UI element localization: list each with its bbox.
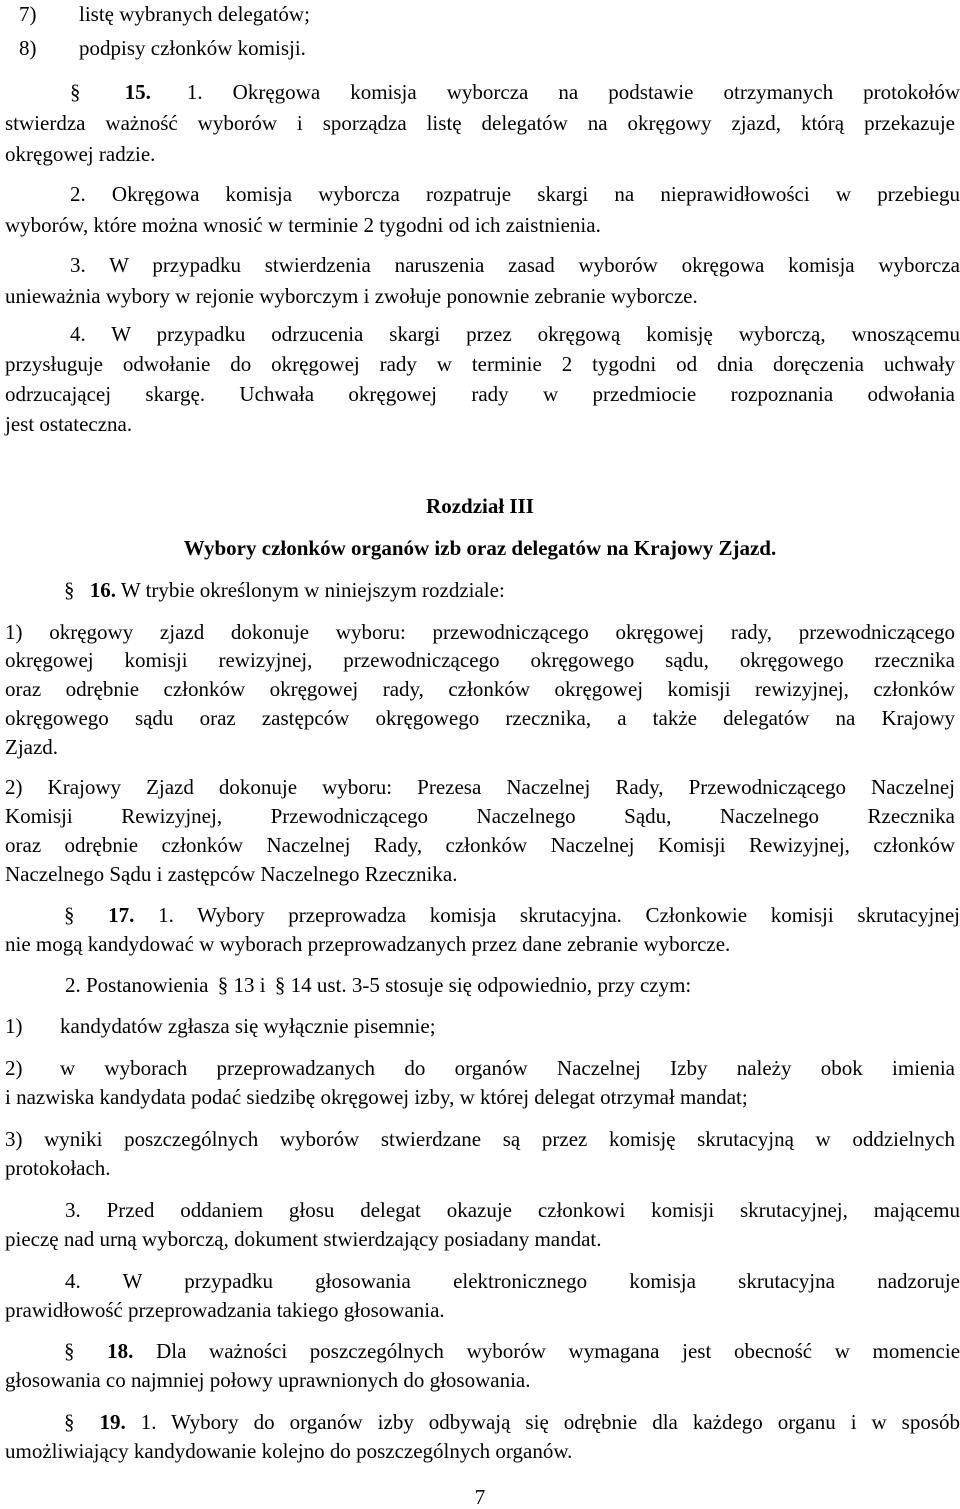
section-number: 16. bbox=[89, 578, 116, 602]
list-item-text: podpisy członków komisji. bbox=[79, 36, 306, 60]
list-item-number: 1) bbox=[5, 1014, 23, 1038]
list-item-text: kandydatów zgłasza się wyłącznie pisemnie; bbox=[60, 1014, 436, 1038]
section-number: 15. bbox=[124, 80, 151, 104]
chapter-subtitle: Wybory członków organów izb oraz delegatów na Krajowy Zjazd. bbox=[183, 536, 777, 560]
section-17-line bbox=[5, 903, 960, 927]
paragraph-line: protokołach. bbox=[5, 1156, 111, 1180]
list-item bbox=[5, 36, 955, 60]
section-number: 19. bbox=[99, 1410, 126, 1434]
section-number: 17. bbox=[108, 903, 135, 927]
section-mark: § bbox=[70, 80, 81, 104]
list-item-number: 7) bbox=[19, 2, 37, 26]
page-number: 7 bbox=[474, 1485, 486, 1509]
paragraph-line: unieważnia wybory w rejonie wyborczym i zwołuje ponownie zebranie wyborcze. bbox=[5, 284, 698, 308]
paragraph-line: przysługuje odwołanie do okręgowej rady w terminie 2 tygodni od dnia doręczenia uchwały bbox=[5, 352, 955, 376]
paragraph-text: 1. Wybory do organów izby odbywają się odrębnie dla każdego organu i w sposób bbox=[140, 1410, 960, 1434]
section-mark: § bbox=[274, 973, 286, 997]
paragraph-line: okręgowej komisji rewizyjnej, przewodniczącego okręgowego sądu, okręgowego rzecznika bbox=[5, 648, 955, 672]
section-mark: § bbox=[64, 1410, 75, 1434]
list-item bbox=[5, 2, 955, 26]
section-mark: § bbox=[64, 1339, 75, 1363]
paragraph-line: oraz odrębnie członków okręgowej rady, członków okręgowej komisji rewizyjnej, członków bbox=[5, 677, 955, 701]
paragraph-line: okręgowej radzie. bbox=[5, 142, 156, 166]
paragraph-text: 1. Wybory przeprowadza komisja skrutacyjna. Członkowie komisji skrutacyjnej bbox=[158, 903, 960, 927]
list-item-text: listę wybranych delegatów; bbox=[79, 2, 310, 26]
section-16-line bbox=[5, 578, 960, 602]
paragraph-text: 14 ust. 3-5 stosuje się odpowiednio, przy czym: bbox=[290, 973, 692, 997]
paragraph-line: 2) Krajowy Zjazd dokonuje wyboru: Prezesa Naczelnej Rady, Przewodniczącego Naczelnej bbox=[5, 775, 955, 799]
paragraph-line: stwierdza ważność wyborów i sporządza listę delegatów na okręgowy zjazd, którą przekazuje bbox=[5, 111, 955, 135]
paragraph-line: 2. Okręgowa komisja wyborcza rozpatruje skargi na nieprawidłowości w przebiegu bbox=[70, 182, 960, 206]
section-number: 18. bbox=[107, 1339, 134, 1363]
paragraph-line: jest ostateczna. bbox=[5, 412, 133, 436]
paragraph-line: wyborów, które można wnosić w terminie 2 tygodni od ich zaistnienia. bbox=[5, 213, 601, 237]
paragraph-line: głosowania co najmniej połowy uprawnionych do głosowania. bbox=[5, 1368, 531, 1392]
chapter-title: Rozdział III bbox=[426, 494, 534, 518]
paragraph-line: umożliwiający kandydowanie kolejno do poszczególnych organów. bbox=[5, 1439, 573, 1463]
paragraph-text: 2. Postanowienia bbox=[65, 973, 209, 997]
section-15-line bbox=[5, 80, 960, 104]
section-mark: § bbox=[217, 973, 229, 997]
paragraph-line bbox=[5, 973, 960, 997]
list-item bbox=[5, 1014, 955, 1038]
paragraph-line: okręgowego sądu oraz zastępców okręgowego rzecznika, a także delegatów na Krajowy bbox=[5, 706, 955, 730]
paragraph-text: 13 i bbox=[233, 973, 266, 997]
paragraph-line: 3) wyniki poszczególnych wyborów stwierdzane są przez komisję skrutacyjną w oddzielnych bbox=[5, 1127, 955, 1151]
paragraph-line: oraz odrębnie członków Naczelnej Rady, członków Naczelnej Komisji Rewizyjnej, członków bbox=[5, 833, 955, 857]
list-item-text: w wyborach przeprowadzanych do organów Naczelnej Izby należy obok imienia bbox=[60, 1056, 955, 1080]
paragraph-line: Komisji Rewizyjnej, Przewodniczącego Naczelnego Sądu, Naczelnego Rzecznika bbox=[5, 804, 955, 828]
paragraph-line: 3. Przed oddaniem głosu delegat okazuje członkowi komisji skrutacyjnej, mającemu bbox=[65, 1198, 960, 1222]
paragraph-line: odrzucającej skargę. Uchwała okręgowej rady w przedmiocie rozpoznania odwołania bbox=[5, 382, 955, 406]
list-item-number: 8) bbox=[19, 36, 37, 60]
list-item bbox=[5, 1056, 955, 1080]
paragraph-text: Dla ważności poszczególnych wyborów wymagana jest obecność w momencie bbox=[156, 1339, 960, 1363]
paragraph-line: pieczę nad urną wyborczą, dokument stwierdzający posiadany mandat. bbox=[5, 1227, 602, 1251]
paragraph-line: nie mogą kandydować w wyborach przeprowadzanych przez dane zebranie wyborcze. bbox=[5, 932, 731, 956]
paragraph-line: 1) okręgowy zjazd dokonuje wyboru: przewodniczącego okręgowej rady, przewodniczącego bbox=[5, 620, 955, 644]
section-mark: § bbox=[64, 903, 75, 927]
paragraph-line: 4. W przypadku odrzucenia skargi przez okręgową komisję wyborczą, wnoszącemu bbox=[70, 322, 960, 346]
paragraph-line: 3. W przypadku stwierdzenia naruszenia zasad wyborów okręgowa komisja wyborcza bbox=[70, 253, 960, 277]
paragraph-text: 1. Okręgowa komisja wyborcza na podstawie otrzymanych protokołów bbox=[186, 80, 960, 104]
paragraph-line: i nazwiska kandydata podać siedzibę okręgowej izby, w której delegat otrzymał mandat; bbox=[5, 1085, 748, 1109]
paragraph-text: W trybie określonym w niniejszym rozdziale: bbox=[120, 578, 505, 602]
section-19-line bbox=[5, 1410, 960, 1434]
section-mark: § bbox=[64, 578, 75, 602]
list-item-number: 2) bbox=[5, 1056, 23, 1080]
paragraph-line: Zjazd. bbox=[5, 735, 59, 759]
section-18-line bbox=[5, 1339, 960, 1363]
paragraph-line: Naczelnego Sądu i zastępców Naczelnego Rzecznika. bbox=[5, 862, 458, 886]
paragraph-line: 4. W przypadku głosowania elektronicznego komisja skrutacyjna nadzoruje bbox=[65, 1269, 960, 1293]
paragraph-line: prawidłowość przeprowadzania takiego głosowania. bbox=[5, 1298, 445, 1322]
